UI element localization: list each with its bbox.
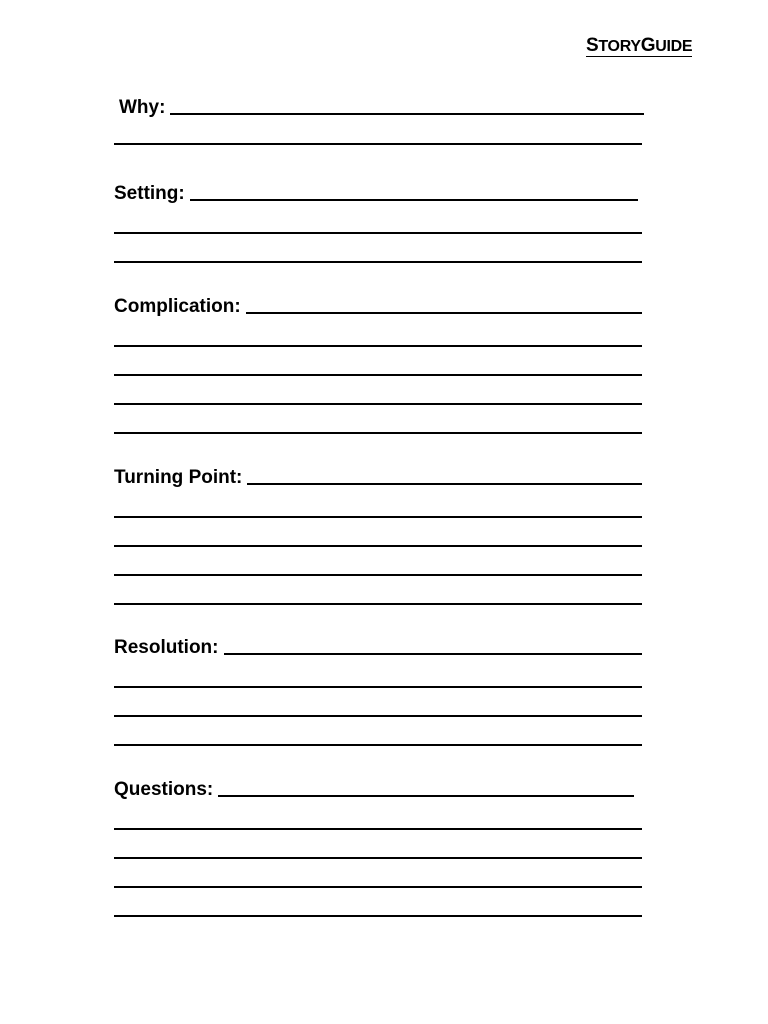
- setting-answer-line[interactable]: [114, 261, 642, 263]
- complication-answer-line[interactable]: [114, 403, 642, 405]
- section-complication: [114, 296, 642, 434]
- resolution-answer-line[interactable]: [114, 744, 642, 746]
- section-questions: [114, 779, 642, 917]
- setting-answer-line[interactable]: [190, 199, 638, 201]
- turning-point-label: Turning Point:: [114, 467, 243, 488]
- resolution-answer-line[interactable]: [114, 686, 642, 688]
- questions-answer-line[interactable]: [114, 828, 642, 830]
- questions-answer-line[interactable]: [218, 795, 634, 797]
- questions-label: Questions:: [114, 779, 214, 800]
- resolution-answer-line[interactable]: [114, 715, 642, 717]
- resolution-answer-line[interactable]: [224, 653, 643, 655]
- setting-answer-line[interactable]: [114, 232, 642, 234]
- turning-point-answer-line[interactable]: [247, 483, 642, 485]
- setting-label: Setting:: [114, 183, 185, 204]
- complication-answer-line[interactable]: [114, 374, 642, 376]
- complication-answer-line[interactable]: [114, 432, 642, 434]
- storyguide-logo: STORYGUIDE: [586, 35, 693, 56]
- questions-answer-line[interactable]: [114, 915, 642, 917]
- resolution-label: Resolution:: [114, 637, 219, 658]
- section-setting: [114, 183, 642, 263]
- section-why: [114, 97, 642, 145]
- section-turning-point: [114, 467, 642, 605]
- turning-point-answer-line[interactable]: [114, 574, 642, 576]
- turning-point-answer-line[interactable]: [114, 545, 642, 547]
- complication-answer-line[interactable]: [246, 312, 642, 314]
- why-answer-line[interactable]: [170, 113, 644, 115]
- why-answer-line[interactable]: [114, 143, 642, 145]
- questions-answer-line[interactable]: [114, 857, 642, 859]
- complication-label: Complication:: [114, 296, 241, 317]
- turning-point-answer-line[interactable]: [114, 516, 642, 518]
- why-label: Why:: [119, 97, 166, 118]
- questions-answer-line[interactable]: [114, 886, 642, 888]
- complication-answer-line[interactable]: [114, 345, 642, 347]
- turning-point-answer-line[interactable]: [114, 603, 642, 605]
- section-resolution: [114, 637, 642, 746]
